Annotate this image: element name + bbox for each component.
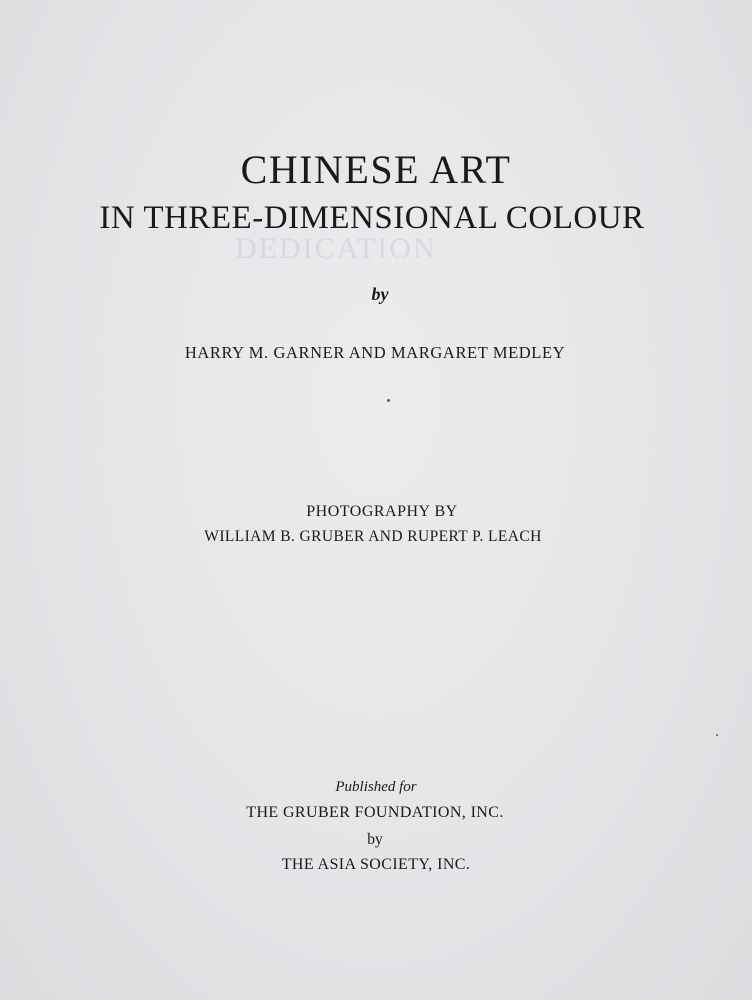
photographers: WILLIAM B. GRUBER AND RUPERT P. LEACH [204,528,542,545]
publisher-society: THE ASIA SOCIETY, INC. [281,856,471,873]
title-line-2: IN THREE-DIMENSIONAL COLOUR [99,200,645,236]
show-through-heading: DEDICATION [235,232,437,265]
title-line-1: CHINESE ART [240,147,512,192]
published-for-label: Published for [335,779,417,795]
byline: by [371,284,389,304]
publisher-by: by [367,831,383,848]
paper-speck [387,399,390,402]
show-through-paragraph [40,326,650,342]
publisher-foundation: THE GRUBER FOUNDATION, INC. [246,804,504,821]
authors: HARRY M. GARNER AND MARGARET MEDLEY [184,343,566,362]
photography-label: PHOTOGRAPHY BY [306,503,458,520]
paper-speck [716,734,718,736]
